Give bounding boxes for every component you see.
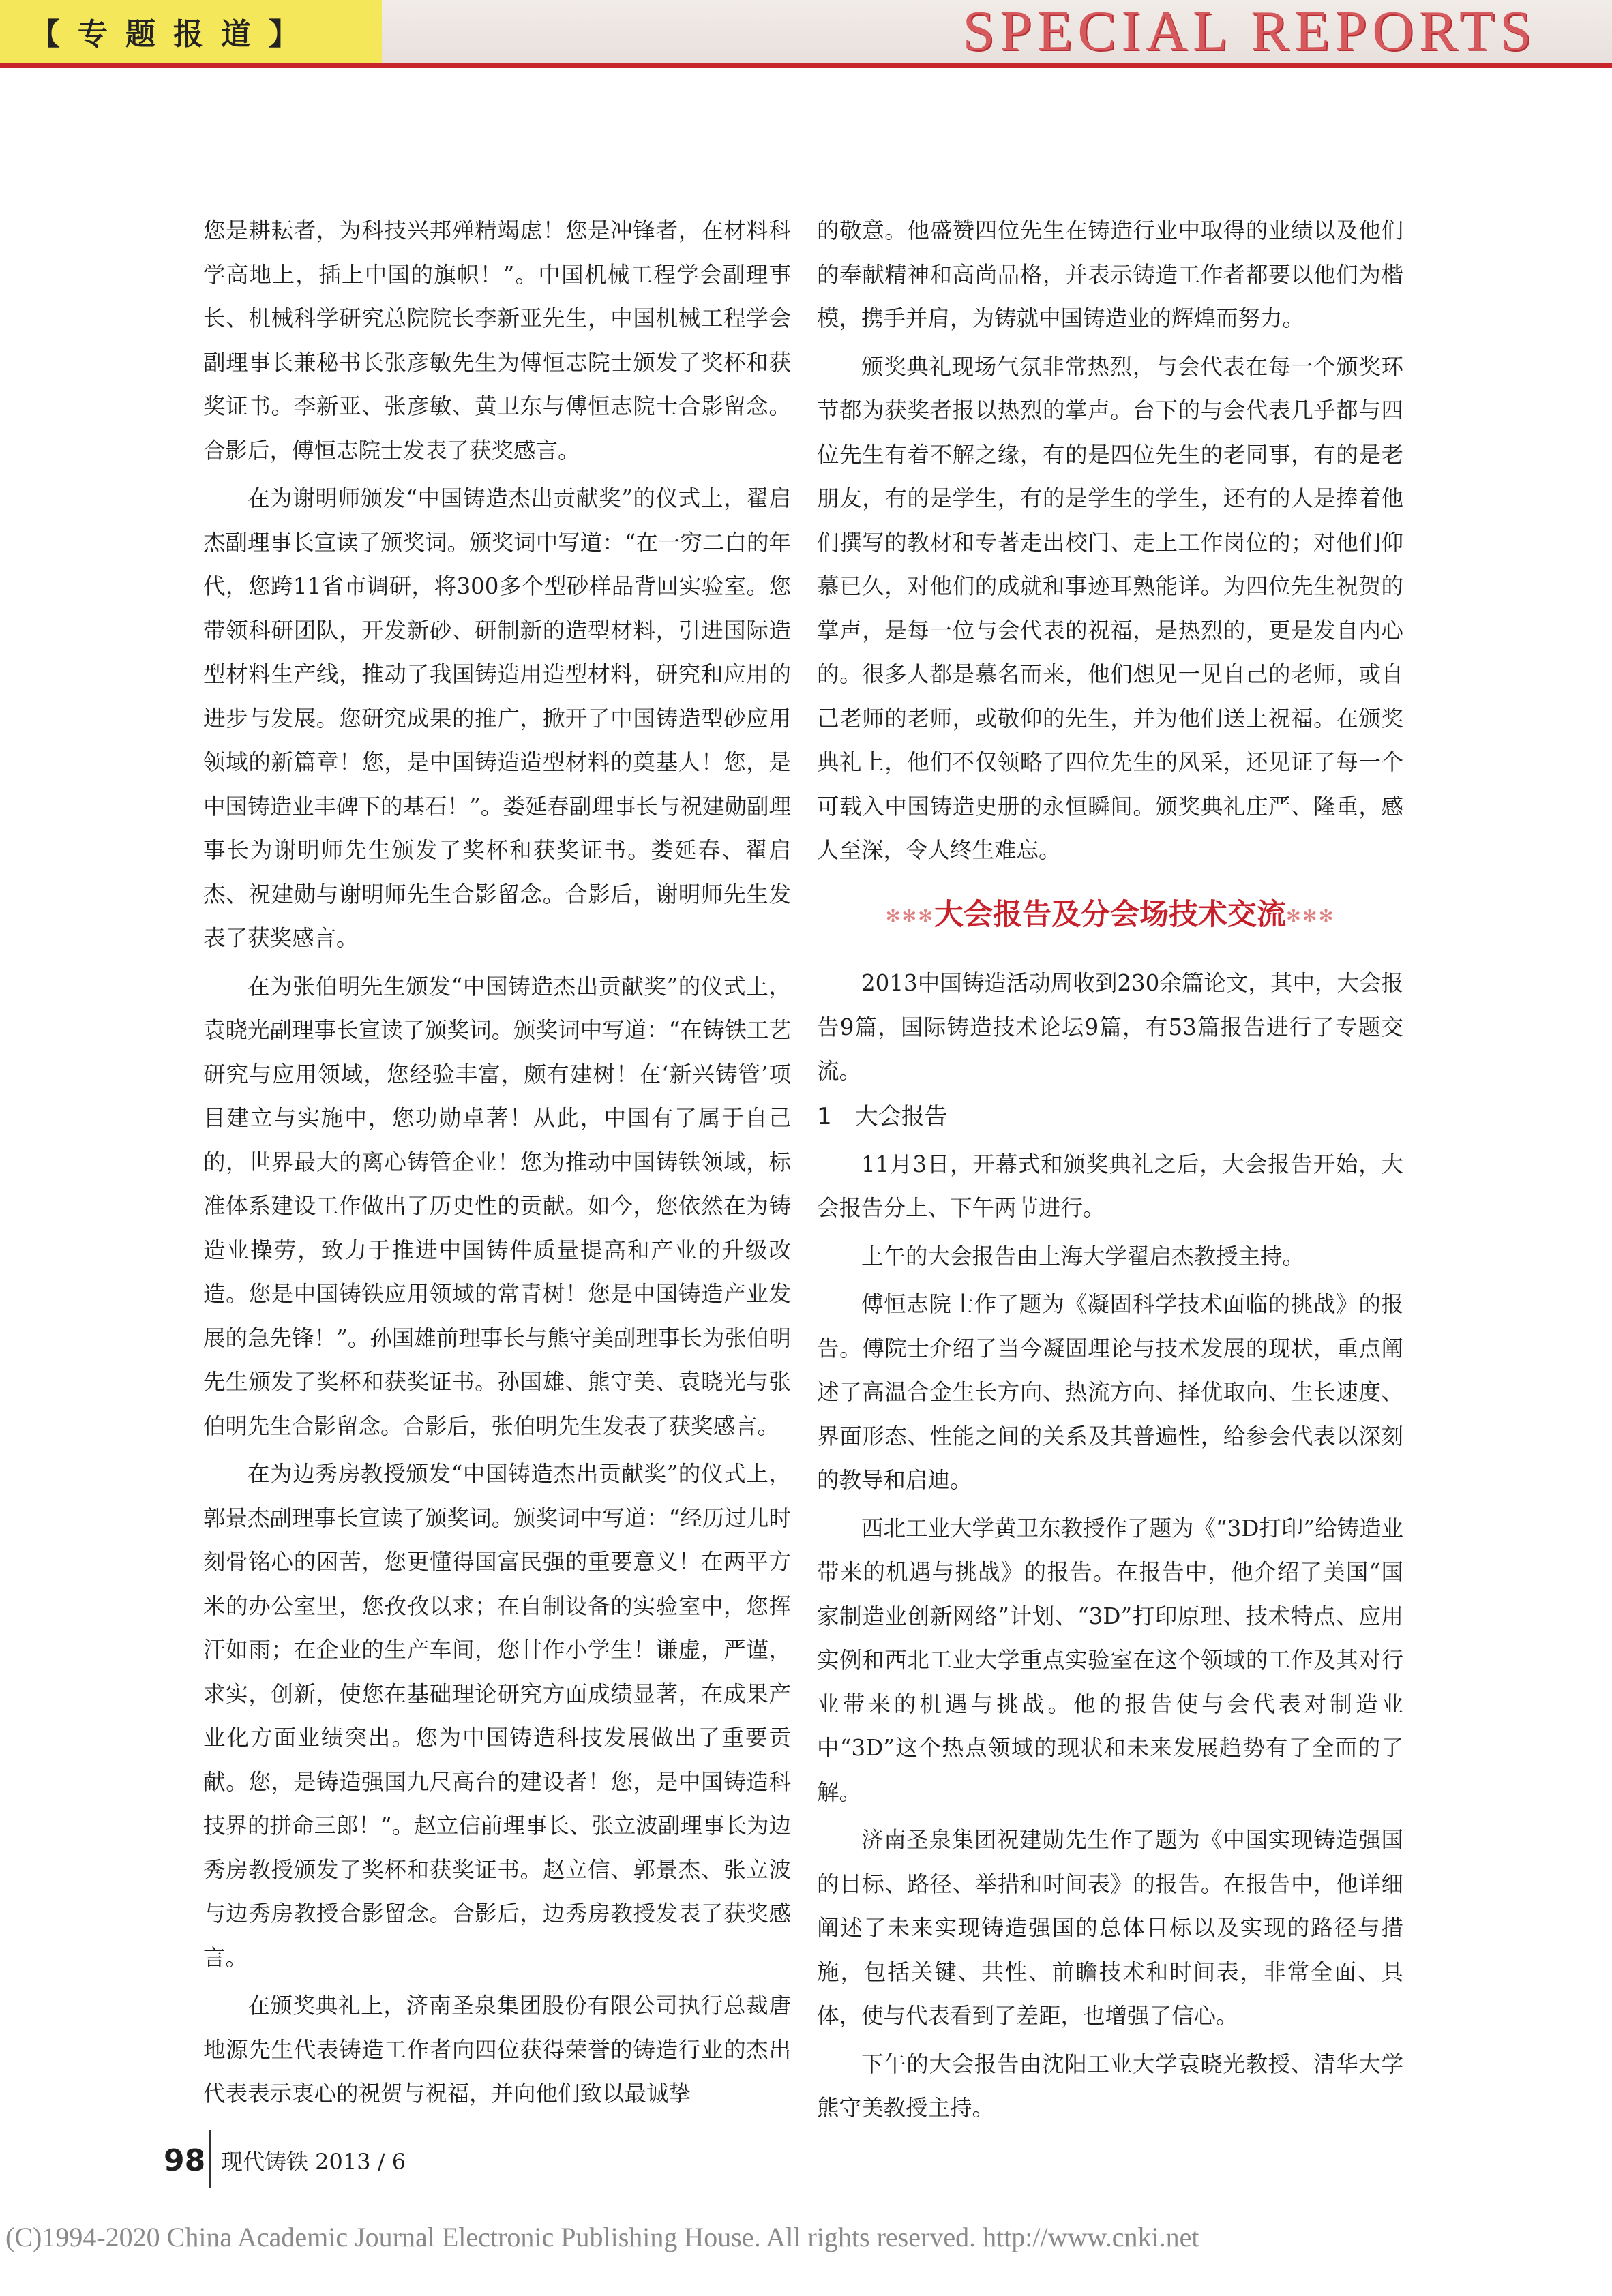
paragraph: 济南圣泉集团祝建勋先生作了题为《中国实现铸造强国的目标、路径、举措和时间表》的报告。在报告中，他详细阐述了未来实现铸造强国的总体目标以及实现的路径与措施，包括关键、共性、前瞻技术和时间表，非常全面、具体，使与代表看到了差距，也增强了信心。	[817, 1827, 1403, 2029]
paragraph: 在为张伯明先生颁发“中国铸造杰出贡献奖”的仪式上，袁晓光副理事长宣读了颁奖词。颁奖词中写道：“在铸铁工艺研究与应用领域，您经验丰富，颇有建树！在‘新兴铸管’项目建立与实施中，您功勋卓著！从此，中国有了属于自己的，世界最大的离心铸管企业！您为推动中国铸铁领域，标准体系建设工作做出了历史性的贡献。如今，您依然在为铸造业操劳，致力于推进中国铸件质量提高和产业的升级改造。您是中国铸铁应用领域的常青树！您是中国铸造产业发展的急先锋！”。孙国雄前理事长与熊守美副理事长为张伯明先生颁发了奖杯和获奖证书。孙国雄、熊守美、袁晓光与张伯明先生合影留念。合影后，张伯明先生发表了获奖感言。	[203, 973, 791, 1439]
page-number: 98	[164, 2143, 206, 2178]
header-title: SPECIAL REPORTS	[962, 0, 1537, 63]
paragraph: 2013中国铸造活动周收到230余篇论文，其中，大会报告9篇，国际铸造技术论坛9篇，有53篇报告进行了专题交流。	[817, 970, 1403, 1084]
heading-ornament-right: ✻✻✻	[1286, 906, 1335, 926]
heading-ornament-left: ✻✻✻	[885, 906, 934, 926]
subsection-number: 1	[817, 1102, 832, 1130]
paragraph: 上午的大会报告由上海大学翟启杰教授主持。	[861, 1243, 1305, 1269]
paragraph: 您是耕耘者，为科技兴邦殚精竭虑！您是冲锋者，在材料科学高地上，插上中国的旗帜！”。中国机械工程学会副理事长、机械科学研究总院院长李新亚先生，中国机械工程学会副理事长兼秘书长张彦敏先生为傅恒志院士颁发了奖杯和获奖证书。李新亚、张彦敏、黄卫东与傅恒志院士合影留念。合影后，傅恒志院士发表了获奖感言。	[203, 217, 791, 464]
section-heading	[817, 893, 1403, 939]
paragraph: 11月3日，开幕式和颁奖典礼之后，大会报告开始，大会报告分上、下午两节进行。	[817, 1151, 1403, 1221]
copyright-notice: (C)1994-2020 China Academic Journal Electronic Publishing House. All rights reserved. http://www.cnki.net	[5, 2222, 1199, 2252]
header-divider	[0, 63, 1612, 68]
section-heading-text: 大会报告及分会场技术交流	[934, 897, 1286, 932]
subsection-title: 大会报告	[854, 1102, 948, 1130]
journal-issue: 现代铸铁 2013 / 6	[221, 2149, 406, 2175]
left-column	[203, 209, 791, 2116]
paragraph: 颁奖典礼现场气氛非常热烈，与会代表在每一个颁奖环节都为获奖者报以热烈的掌声。台下的与会代表几乎都与四位先生有着不解之缘，有的是四位先生的老同事，有的是老朋友，有的是学生，有的是学生的学生，还有的人是捧着他们撰写的教材和专著走出校门、走上工作岗位的；对他们仰慕已久，对他们的成就和事迹耳熟能详。为四位先生祝贺的掌声，是每一位与会代表的祝福，是热烈的，更是发自内心的。很多人都是慕名而来，他们想见一见自己的老师，或自己老师的老师，或敬仰的先生，并为他们送上祝福。在颁奖典礼上，他们不仅领略了四位先生的风采，还见证了每一个可载入中国铸造史册的永恒瞬间。颁奖典礼庄严、隆重，感人至深，令人终生难忘。	[817, 353, 1403, 863]
paragraph: 西北工业大学黄卫东教授作了题为《“3D打印”给铸造业带来的机遇与挑战》的报告。在报告中，他介绍了美国“国家制造业创新网络”计划、“3D”打印原理、技术特点、应用实例和西北工业大学重点实验室在这个领域的工作及其对行业带来的机遇与挑战。他的报告使与会代表对制造业中“3D”这个热点领域的现状和未来发展趋势有了全面的了解。	[817, 1515, 1403, 1805]
subsection-heading	[817, 1096, 1403, 1137]
right-column	[817, 209, 1403, 2130]
section-tag: 【专题报道】	[0, 0, 382, 63]
paragraph: 下午的大会报告由沈阳工业大学袁晓光教授、清华大学熊守美教授主持。	[817, 2051, 1403, 2121]
paragraph: 傅恒志院士作了题为《凝固科学技术面临的挑战》的报告。傅院士介绍了当今凝固理论与技术发展的现状，重点阐述了高温合金生长方向、热流方向、择优取向、生长速度、界面形态、性能之间的关系及其普遍性，给参会代表以深刻的教导和启迪。	[817, 1291, 1403, 1493]
paragraph: 在颁奖典礼上，济南圣泉集团股份有限公司执行总裁唐地源先生代表铸造工作者向四位获得荣誉的铸造行业的杰出代表表示衷心的祝贺与祝福，并向他们致以最诚挚	[203, 1993, 791, 2106]
paragraph: 的敬意。他盛赞四位先生在铸造行业中取得的业绩以及他们的奉献精神和高尚品格，并表示铸造工作者都要以他们为楷模，携手并肩，为铸就中国铸造业的辉煌而努力。	[817, 217, 1403, 331]
footer-divider	[209, 2130, 211, 2188]
paragraph: 在为边秀房教授颁发“中国铸造杰出贡献奖”的仪式上，郭景杰副理事长宣读了颁奖词。颁奖词中写道：“经历过儿时刻骨铭心的困苦，您更懂得国富民强的重要意义！在两平方米的办公室里，您孜孜以求；在自制设备的实验室中，您挥汗如雨；在企业的生产车间，您甘作小学生！谦虚，严谨，求实，创新，使您在基础理论研究方面成绩显著，在成果产业化方面业绩突出。您为中国铸造科技发展做出了重要贡献。您，是铸造强国九尺高台的建设者！您，是中国铸造科技界的拼命三郎！”。赵立信前理事长、张立波副理事长为边秀房教授颁发了奖杯和获奖证书。赵立信、郭景杰、张立波与边秀房教授合影留念。合影后，边秀房教授发表了获奖感言。	[203, 1461, 791, 1971]
paragraph: 在为谢明师颁发“中国铸造杰出贡献奖”的仪式上，翟启杰副理事长宣读了颁奖词。颁奖词中写道：“在一穷二白的年代，您跨11省市调研，将300多个型砂样品背回实验室。您带领科研团队，开发新砂、研制新的造型材料，引进国际造型材料生产线，推动了我国铸造用造型材料，研究和应用的进步与发展。您研究成果的推广，掀开了中国铸造型砂应用领域的新篇章！您，是中国铸造造型材料的奠基人！您，是中国铸造业丰碑下的基石！”。娄延春副理事长与祝建勋副理事长为谢明师先生颁发了奖杯和获奖证书。娄延春、翟启杰、祝建勋与谢明师先生合影留念。合影后，谢明师先生发表了获奖感言。	[203, 485, 791, 951]
